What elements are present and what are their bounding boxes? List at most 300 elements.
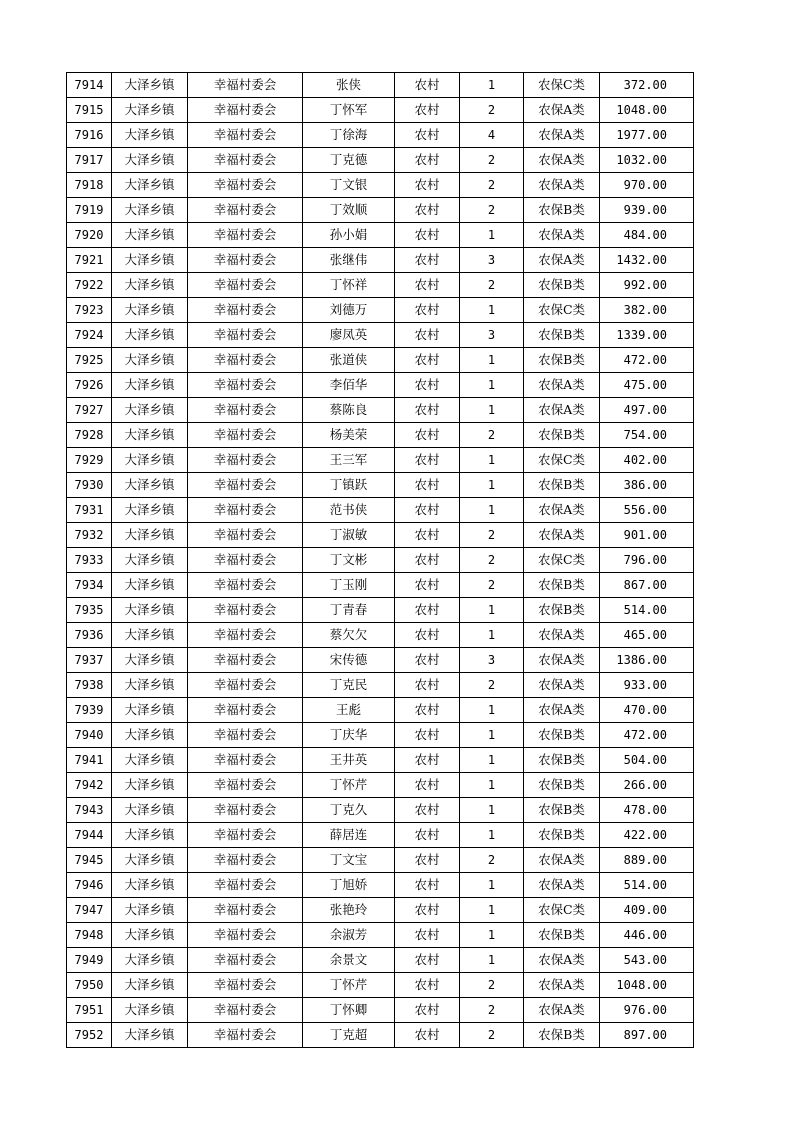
household-type-cell: 农村: [395, 648, 460, 673]
record-number-cell: 7915: [67, 98, 112, 123]
township-cell: 大泽乡镇: [112, 73, 188, 98]
insurance-category-cell: 农保A类: [524, 523, 600, 548]
household-type-cell: 农村: [395, 1023, 460, 1048]
household-type-cell: 农村: [395, 148, 460, 173]
people-count-cell: 1: [460, 348, 524, 373]
name-cell: 丁旭娇: [303, 873, 395, 898]
people-count-cell: 2: [460, 998, 524, 1023]
name-cell: 丁文银: [303, 173, 395, 198]
township-cell: 大泽乡镇: [112, 923, 188, 948]
record-number-cell: 7928: [67, 423, 112, 448]
people-count-cell: 1: [460, 398, 524, 423]
people-count-cell: 1: [460, 623, 524, 648]
record-number-cell: 7946: [67, 873, 112, 898]
people-count-cell: 1: [460, 498, 524, 523]
village-committee-cell: 幸福村委会: [188, 498, 303, 523]
people-count-cell: 1: [460, 773, 524, 798]
insurance-category-cell: 农保A类: [524, 173, 600, 198]
name-cell: 范书侠: [303, 498, 395, 523]
amount-cell: 465.00: [600, 623, 694, 648]
table-row: [67, 998, 694, 1023]
people-count-cell: 1: [460, 723, 524, 748]
name-cell: 蔡陈良: [303, 398, 395, 423]
insurance-category-cell: 农保B类: [524, 723, 600, 748]
insurance-category-cell: 农保A类: [524, 373, 600, 398]
record-number-cell: 7950: [67, 973, 112, 998]
amount-cell: 382.00: [600, 298, 694, 323]
township-cell: 大泽乡镇: [112, 998, 188, 1023]
insurance-category-cell: 农保A类: [524, 498, 600, 523]
name-cell: 余淑芳: [303, 923, 395, 948]
table-row: [67, 1023, 694, 1048]
amount-cell: 1386.00: [600, 648, 694, 673]
amount-cell: 386.00: [600, 473, 694, 498]
village-committee-cell: 幸福村委会: [188, 898, 303, 923]
household-type-cell: 农村: [395, 773, 460, 798]
name-cell: 丁克久: [303, 798, 395, 823]
household-type-cell: 农村: [395, 973, 460, 998]
household-type-cell: 农村: [395, 298, 460, 323]
name-cell: 王三军: [303, 448, 395, 473]
village-committee-cell: 幸福村委会: [188, 448, 303, 473]
name-cell: 张道侠: [303, 348, 395, 373]
record-number-cell: 7919: [67, 198, 112, 223]
village-committee-cell: 幸福村委会: [188, 873, 303, 898]
table-row: [67, 598, 694, 623]
name-cell: 丁庆华: [303, 723, 395, 748]
household-type-cell: 农村: [395, 423, 460, 448]
household-type-cell: 农村: [395, 548, 460, 573]
amount-cell: 543.00: [600, 948, 694, 973]
record-number-cell: 7944: [67, 823, 112, 848]
name-cell: 丁文宝: [303, 848, 395, 873]
household-type-cell: 农村: [395, 998, 460, 1023]
amount-cell: 475.00: [600, 373, 694, 398]
people-count-cell: 1: [460, 748, 524, 773]
record-number-cell: 7945: [67, 848, 112, 873]
table-row: [67, 173, 694, 198]
village-committee-cell: 幸福村委会: [188, 248, 303, 273]
household-type-cell: 农村: [395, 748, 460, 773]
table-row: [67, 348, 694, 373]
table-row: [67, 323, 694, 348]
township-cell: 大泽乡镇: [112, 398, 188, 423]
township-cell: 大泽乡镇: [112, 123, 188, 148]
township-cell: 大泽乡镇: [112, 223, 188, 248]
table-row: [67, 123, 694, 148]
township-cell: 大泽乡镇: [112, 873, 188, 898]
table-row: [67, 423, 694, 448]
people-count-cell: 1: [460, 598, 524, 623]
table-row: [67, 873, 694, 898]
table-row: [67, 473, 694, 498]
township-cell: 大泽乡镇: [112, 698, 188, 723]
village-committee-cell: 幸福村委会: [188, 398, 303, 423]
village-committee-cell: 幸福村委会: [188, 823, 303, 848]
name-cell: 孙小娟: [303, 223, 395, 248]
record-number-cell: 7939: [67, 698, 112, 723]
name-cell: 薛居连: [303, 823, 395, 848]
amount-cell: 1432.00: [600, 248, 694, 273]
table-row: [67, 573, 694, 598]
insurance-category-cell: 农保A类: [524, 648, 600, 673]
insurance-category-cell: 农保A类: [524, 698, 600, 723]
table-row: [67, 623, 694, 648]
name-cell: 蔡欠欠: [303, 623, 395, 648]
name-cell: 宋传德: [303, 648, 395, 673]
record-number-cell: 7923: [67, 298, 112, 323]
village-committee-cell: 幸福村委会: [188, 723, 303, 748]
table-row: [67, 748, 694, 773]
name-cell: 王井英: [303, 748, 395, 773]
household-type-cell: 农村: [395, 73, 460, 98]
table-row: [67, 273, 694, 298]
amount-cell: 266.00: [600, 773, 694, 798]
table-row: [67, 898, 694, 923]
amount-cell: 901.00: [600, 523, 694, 548]
household-type-cell: 农村: [395, 323, 460, 348]
household-type-cell: 农村: [395, 948, 460, 973]
amount-cell: 422.00: [600, 823, 694, 848]
village-committee-cell: 幸福村委会: [188, 948, 303, 973]
people-count-cell: 1: [460, 923, 524, 948]
village-committee-cell: 幸福村委会: [188, 348, 303, 373]
township-cell: 大泽乡镇: [112, 473, 188, 498]
people-count-cell: 2: [460, 423, 524, 448]
amount-cell: 889.00: [600, 848, 694, 873]
village-committee-cell: 幸福村委会: [188, 773, 303, 798]
amount-cell: 514.00: [600, 873, 694, 898]
township-cell: 大泽乡镇: [112, 623, 188, 648]
amount-cell: 992.00: [600, 273, 694, 298]
village-committee-cell: 幸福村委会: [188, 648, 303, 673]
record-number-cell: 7940: [67, 723, 112, 748]
people-count-cell: 2: [460, 273, 524, 298]
name-cell: 余景文: [303, 948, 395, 973]
amount-cell: 556.00: [600, 498, 694, 523]
people-count-cell: 2: [460, 973, 524, 998]
household-type-cell: 农村: [395, 523, 460, 548]
record-number-cell: 7917: [67, 148, 112, 173]
name-cell: 杨美荣: [303, 423, 395, 448]
name-cell: 丁青春: [303, 598, 395, 623]
township-cell: 大泽乡镇: [112, 173, 188, 198]
township-cell: 大泽乡镇: [112, 248, 188, 273]
record-number-cell: 7926: [67, 373, 112, 398]
township-cell: 大泽乡镇: [112, 98, 188, 123]
name-cell: 丁徐海: [303, 123, 395, 148]
record-number-cell: 7916: [67, 123, 112, 148]
record-number-cell: 7914: [67, 73, 112, 98]
village-committee-cell: 幸福村委会: [188, 223, 303, 248]
household-type-cell: 农村: [395, 198, 460, 223]
township-cell: 大泽乡镇: [112, 498, 188, 523]
township-cell: 大泽乡镇: [112, 548, 188, 573]
amount-cell: 372.00: [600, 73, 694, 98]
people-count-cell: 1: [460, 223, 524, 248]
village-committee-cell: 幸福村委会: [188, 748, 303, 773]
amount-cell: 1977.00: [600, 123, 694, 148]
amount-cell: 976.00: [600, 998, 694, 1023]
people-count-cell: 2: [460, 1023, 524, 1048]
amount-cell: 478.00: [600, 798, 694, 823]
record-number-cell: 7934: [67, 573, 112, 598]
township-cell: 大泽乡镇: [112, 948, 188, 973]
household-type-cell: 农村: [395, 173, 460, 198]
amount-cell: 472.00: [600, 723, 694, 748]
village-committee-cell: 幸福村委会: [188, 923, 303, 948]
people-count-cell: 3: [460, 323, 524, 348]
people-count-cell: 2: [460, 173, 524, 198]
village-committee-cell: 幸福村委会: [188, 373, 303, 398]
township-cell: 大泽乡镇: [112, 448, 188, 473]
amount-cell: 504.00: [600, 748, 694, 773]
name-cell: 丁克超: [303, 1023, 395, 1048]
amount-cell: 1032.00: [600, 148, 694, 173]
people-count-cell: 2: [460, 523, 524, 548]
insurance-category-cell: 农保B类: [524, 273, 600, 298]
insurance-category-cell: 农保B类: [524, 798, 600, 823]
amount-cell: 409.00: [600, 898, 694, 923]
amount-cell: 796.00: [600, 548, 694, 573]
insurance-category-cell: 农保A类: [524, 873, 600, 898]
insurance-category-cell: 农保C类: [524, 73, 600, 98]
name-cell: 丁镇跃: [303, 473, 395, 498]
insurance-category-cell: 农保C类: [524, 448, 600, 473]
insurance-category-cell: 农保C类: [524, 298, 600, 323]
insurance-category-cell: 农保B类: [524, 323, 600, 348]
record-number-cell: 7947: [67, 898, 112, 923]
township-cell: 大泽乡镇: [112, 598, 188, 623]
township-cell: 大泽乡镇: [112, 198, 188, 223]
record-number-cell: 7930: [67, 473, 112, 498]
village-committee-cell: 幸福村委会: [188, 998, 303, 1023]
household-type-cell: 农村: [395, 573, 460, 598]
people-count-cell: 1: [460, 473, 524, 498]
name-cell: 丁怀军: [303, 98, 395, 123]
record-number-cell: 7921: [67, 248, 112, 273]
township-cell: 大泽乡镇: [112, 373, 188, 398]
insurance-category-cell: 农保B类: [524, 573, 600, 598]
township-cell: 大泽乡镇: [112, 148, 188, 173]
table-row: [67, 648, 694, 673]
insurance-category-cell: 农保B类: [524, 598, 600, 623]
people-count-cell: 2: [460, 148, 524, 173]
record-number-cell: 7941: [67, 748, 112, 773]
table-row: [67, 923, 694, 948]
amount-cell: 514.00: [600, 598, 694, 623]
record-number-cell: 7932: [67, 523, 112, 548]
amount-cell: 446.00: [600, 923, 694, 948]
people-count-cell: 2: [460, 673, 524, 698]
village-committee-cell: 幸福村委会: [188, 298, 303, 323]
insurance-category-cell: 农保B类: [524, 348, 600, 373]
insurance-category-cell: 农保A类: [524, 248, 600, 273]
record-number-cell: 7931: [67, 498, 112, 523]
village-committee-cell: 幸福村委会: [188, 523, 303, 548]
insurance-category-cell: 农保A类: [524, 848, 600, 873]
table-row: [67, 798, 694, 823]
insurance-category-cell: 农保A类: [524, 223, 600, 248]
record-number-cell: 7942: [67, 773, 112, 798]
insurance-category-cell: 农保A类: [524, 148, 600, 173]
amount-cell: 1048.00: [600, 973, 694, 998]
table-row: [67, 698, 694, 723]
household-type-cell: 农村: [395, 98, 460, 123]
amount-cell: 402.00: [600, 448, 694, 473]
people-count-cell: 2: [460, 548, 524, 573]
insurance-category-cell: 农保A类: [524, 973, 600, 998]
insurance-category-cell: 农保A类: [524, 123, 600, 148]
name-cell: 刘德万: [303, 298, 395, 323]
people-count-cell: 2: [460, 573, 524, 598]
township-cell: 大泽乡镇: [112, 273, 188, 298]
insurance-category-cell: 农保C类: [524, 548, 600, 573]
household-type-cell: 农村: [395, 723, 460, 748]
people-count-cell: 1: [460, 73, 524, 98]
table-row: [67, 973, 694, 998]
household-type-cell: 农村: [395, 898, 460, 923]
village-committee-cell: 幸福村委会: [188, 1023, 303, 1048]
name-cell: 张继伟: [303, 248, 395, 273]
name-cell: 张艳玲: [303, 898, 395, 923]
household-type-cell: 农村: [395, 498, 460, 523]
village-committee-cell: 幸福村委会: [188, 198, 303, 223]
amount-cell: 939.00: [600, 198, 694, 223]
table-row: [67, 548, 694, 573]
township-cell: 大泽乡镇: [112, 748, 188, 773]
township-cell: 大泽乡镇: [112, 523, 188, 548]
name-cell: 丁怀芹: [303, 773, 395, 798]
name-cell: 丁文彬: [303, 548, 395, 573]
people-count-cell: 1: [460, 798, 524, 823]
township-cell: 大泽乡镇: [112, 848, 188, 873]
amount-cell: 970.00: [600, 173, 694, 198]
people-count-cell: 1: [460, 448, 524, 473]
village-committee-cell: 幸福村委会: [188, 173, 303, 198]
table-row: [67, 523, 694, 548]
insurance-category-cell: 农保A类: [524, 673, 600, 698]
table-row: [67, 198, 694, 223]
insurance-category-cell: 农保C类: [524, 898, 600, 923]
document-page: [66, 72, 693, 1048]
table-row: [67, 98, 694, 123]
village-committee-cell: 幸福村委会: [188, 698, 303, 723]
record-number-cell: 7935: [67, 598, 112, 623]
insurance-category-cell: 农保A类: [524, 98, 600, 123]
township-cell: 大泽乡镇: [112, 423, 188, 448]
amount-cell: 472.00: [600, 348, 694, 373]
name-cell: 廖凤英: [303, 323, 395, 348]
table-row: [67, 248, 694, 273]
record-number-cell: 7949: [67, 948, 112, 973]
village-committee-cell: 幸福村委会: [188, 123, 303, 148]
village-committee-cell: 幸福村委会: [188, 973, 303, 998]
household-type-cell: 农村: [395, 448, 460, 473]
household-type-cell: 农村: [395, 473, 460, 498]
record-number-cell: 7951: [67, 998, 112, 1023]
record-number-cell: 7918: [67, 173, 112, 198]
name-cell: 丁玉刚: [303, 573, 395, 598]
people-count-cell: 1: [460, 298, 524, 323]
amount-cell: 897.00: [600, 1023, 694, 1048]
township-cell: 大泽乡镇: [112, 823, 188, 848]
insurance-category-cell: 农保A类: [524, 623, 600, 648]
name-cell: 丁怀芹: [303, 973, 395, 998]
record-number-cell: 7927: [67, 398, 112, 423]
insurance-category-cell: 农保A类: [524, 998, 600, 1023]
village-committee-cell: 幸福村委会: [188, 548, 303, 573]
household-type-cell: 农村: [395, 348, 460, 373]
name-cell: 丁怀卿: [303, 998, 395, 1023]
village-committee-cell: 幸福村委会: [188, 573, 303, 598]
people-count-cell: 2: [460, 198, 524, 223]
table-row: [67, 673, 694, 698]
record-number-cell: 7936: [67, 623, 112, 648]
table-row: [67, 448, 694, 473]
people-count-cell: 2: [460, 848, 524, 873]
household-type-cell: 农村: [395, 273, 460, 298]
table-row: [67, 73, 694, 98]
household-type-cell: 农村: [395, 598, 460, 623]
table-row: [67, 223, 694, 248]
people-count-cell: 1: [460, 898, 524, 923]
insurance-category-cell: 农保B类: [524, 1023, 600, 1048]
household-type-cell: 农村: [395, 798, 460, 823]
table-row: [67, 148, 694, 173]
amount-cell: 470.00: [600, 698, 694, 723]
household-type-cell: 农村: [395, 223, 460, 248]
amount-cell: 1048.00: [600, 98, 694, 123]
insurance-category-cell: 农保B类: [524, 198, 600, 223]
township-cell: 大泽乡镇: [112, 773, 188, 798]
township-cell: 大泽乡镇: [112, 898, 188, 923]
insurance-category-cell: 农保B类: [524, 823, 600, 848]
amount-cell: 867.00: [600, 573, 694, 598]
table-row: [67, 373, 694, 398]
name-cell: 丁淑敏: [303, 523, 395, 548]
village-committee-cell: 幸福村委会: [188, 423, 303, 448]
insurance-category-cell: 农保A类: [524, 948, 600, 973]
roster-table: [66, 72, 694, 1048]
name-cell: 丁克民: [303, 673, 395, 698]
name-cell: 丁克德: [303, 148, 395, 173]
record-number-cell: 7952: [67, 1023, 112, 1048]
name-cell: 王彪: [303, 698, 395, 723]
name-cell: 丁效顺: [303, 198, 395, 223]
table-row: [67, 823, 694, 848]
people-count-cell: 1: [460, 948, 524, 973]
table-row: [67, 723, 694, 748]
record-number-cell: 7933: [67, 548, 112, 573]
table-row: [67, 848, 694, 873]
people-count-cell: 3: [460, 648, 524, 673]
record-number-cell: 7924: [67, 323, 112, 348]
village-committee-cell: 幸福村委会: [188, 98, 303, 123]
name-cell: 张侠: [303, 73, 395, 98]
amount-cell: 1339.00: [600, 323, 694, 348]
insurance-category-cell: 农保B类: [524, 748, 600, 773]
village-committee-cell: 幸福村委会: [188, 323, 303, 348]
insurance-category-cell: 农保B类: [524, 473, 600, 498]
table-row: [67, 948, 694, 973]
township-cell: 大泽乡镇: [112, 323, 188, 348]
insurance-category-cell: 农保A类: [524, 398, 600, 423]
township-cell: 大泽乡镇: [112, 723, 188, 748]
insurance-category-cell: 农保B类: [524, 773, 600, 798]
name-cell: 丁怀祥: [303, 273, 395, 298]
village-committee-cell: 幸福村委会: [188, 473, 303, 498]
